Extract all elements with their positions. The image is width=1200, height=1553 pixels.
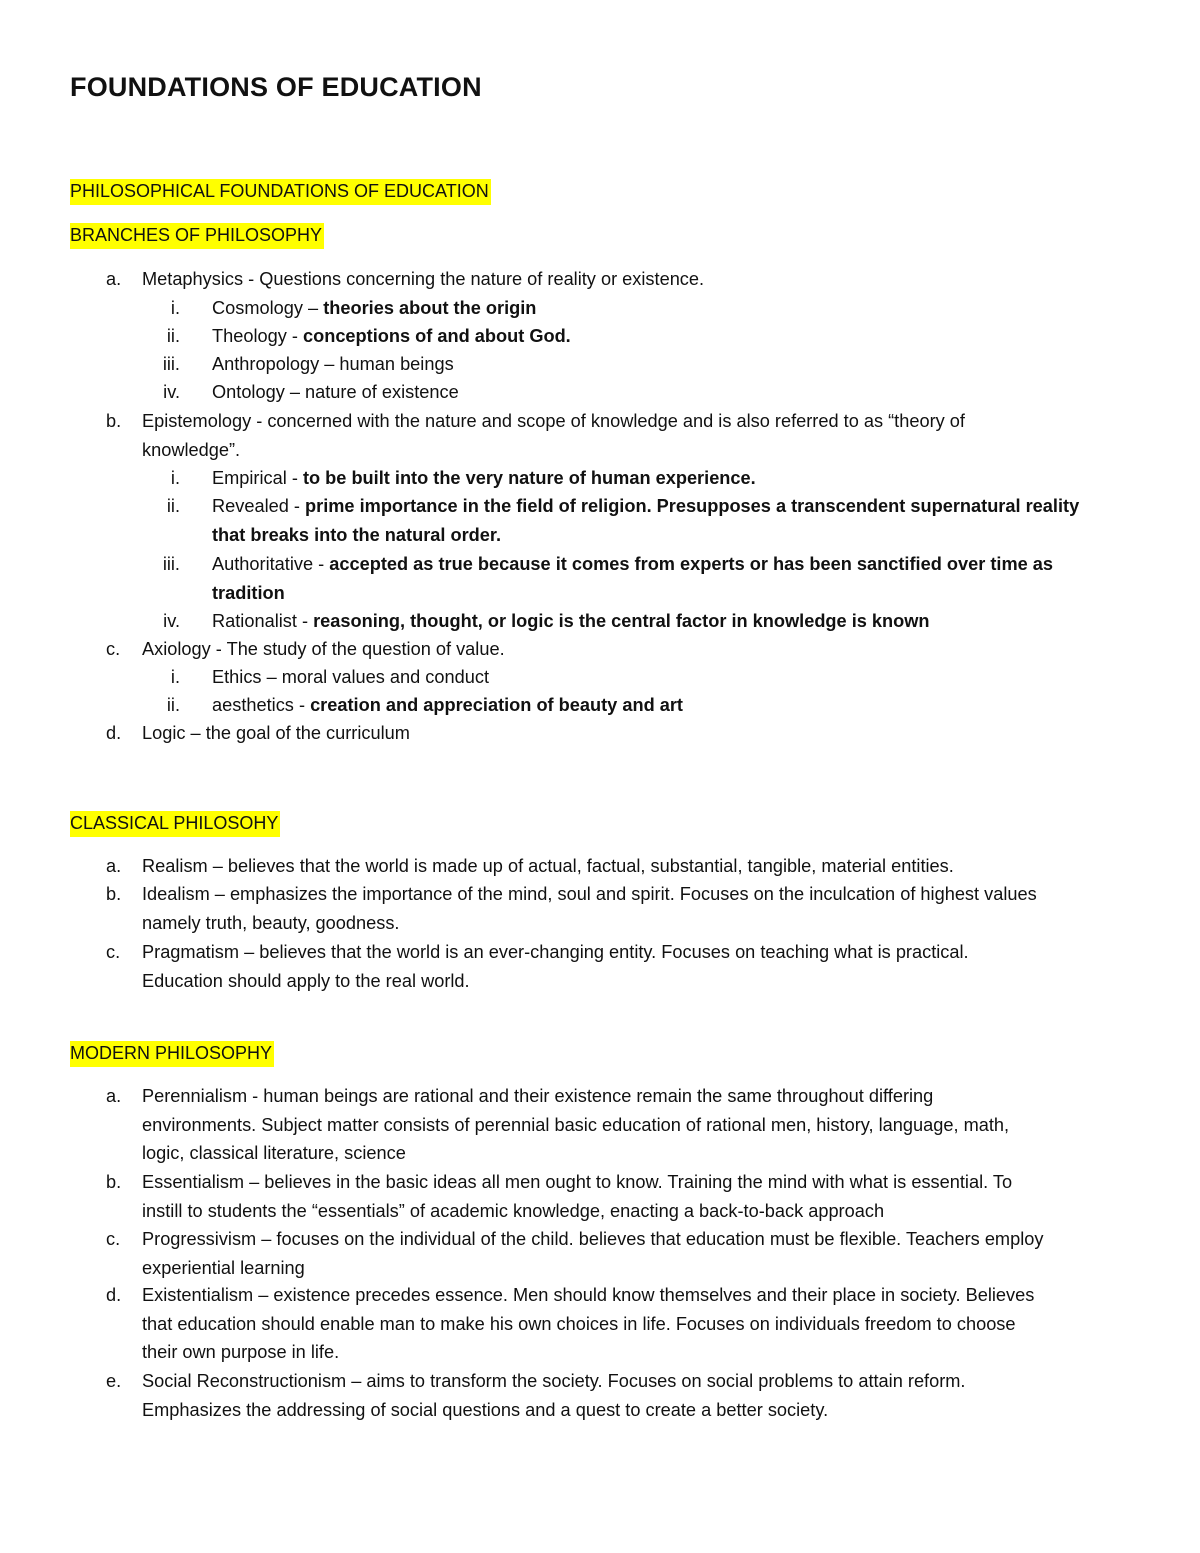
list-item-text bbox=[142, 1225, 1132, 1282]
list-marker: iv. bbox=[163, 611, 180, 631]
text-line: experiential learning bbox=[142, 1257, 305, 1278]
bold-description: prime importance in the field of religion. Presupposes a transcendent supernatural reality bbox=[305, 496, 1080, 516]
list-item-text bbox=[142, 1367, 1132, 1424]
list-marker: i. bbox=[170, 468, 180, 488]
list-marker: b. bbox=[106, 884, 122, 904]
list-marker: iii. bbox=[162, 354, 180, 374]
list-marker: b. bbox=[106, 1172, 122, 1192]
sub-list-item-text bbox=[212, 607, 1122, 636]
section-heading-branches: BRANCHES OF PHILOSOPHY bbox=[70, 223, 324, 249]
list-marker: ii. bbox=[166, 326, 180, 346]
text-line: knowledge”. bbox=[142, 439, 241, 460]
term: aesthetics - bbox=[212, 695, 311, 715]
list-item-text: Realism – believes that the world is made up of actual, factual, substantial, tangible, material entities. bbox=[142, 856, 954, 876]
text-line: Existentialism – existence precedes essence. Men should know themselves and their place in society. Believes bbox=[142, 1285, 1035, 1305]
text-line: Epistemology - concerned with the nature and scope of knowledge and is also referred to as “theory of bbox=[142, 411, 965, 431]
text-line: logic, classical literature, science bbox=[142, 1143, 406, 1164]
list-marker: d. bbox=[106, 1285, 122, 1305]
list-marker: a. bbox=[106, 1086, 122, 1106]
term: Authoritative - bbox=[212, 554, 330, 574]
bold-description-cont: that breaks into the natural order. bbox=[212, 524, 502, 545]
term: Theology - bbox=[212, 326, 303, 346]
sub-list-item-text bbox=[212, 322, 1122, 351]
bold-description-cont: tradition bbox=[212, 582, 285, 603]
list-marker: a. bbox=[106, 856, 122, 876]
bold-description: creation and appreciation of beauty and art bbox=[310, 695, 683, 715]
term: Revealed - bbox=[212, 496, 306, 516]
sub-list-item-text: Ontology – nature of existence bbox=[212, 382, 459, 402]
sub-list-item-text: Ethics – moral values and conduct bbox=[212, 667, 490, 687]
list-marker: b. bbox=[106, 411, 122, 431]
text-line: Progressivism – focuses on the individual of the child. believes that education must be flexible. Teachers employ bbox=[142, 1229, 1044, 1249]
list-marker: i. bbox=[170, 667, 180, 687]
text-line: their own purpose in life. bbox=[142, 1342, 340, 1363]
document-title: FOUNDATIONS OF EDUCATION bbox=[70, 72, 482, 102]
list-item-text bbox=[142, 938, 1132, 995]
list-item-text bbox=[142, 1082, 1132, 1168]
text-line: Idealism – emphasizes the importance of the mind, soul and spirit. Focuses on the inculcation of highest values bbox=[142, 884, 1037, 904]
section-heading-classical: CLASSICAL PHILOSOHY bbox=[70, 811, 280, 837]
section-heading-philosophical: PHILOSOPHICAL FOUNDATIONS OF EDUCATION bbox=[70, 179, 491, 205]
term: Rationalist - bbox=[212, 611, 314, 631]
term: Cosmology – bbox=[212, 298, 324, 318]
bold-description: theories about the origin bbox=[323, 298, 537, 318]
text-line: Emphasizes the addressing of social questions and a quest to create a better society. bbox=[142, 1399, 829, 1420]
text-line: instill to students the “essentials” of academic knowledge, enacting a back-to-back approach bbox=[142, 1200, 885, 1221]
list-marker: ii. bbox=[166, 695, 180, 715]
sub-list-item-text bbox=[212, 294, 1122, 323]
list-marker: iii. bbox=[162, 554, 180, 574]
list-item-text bbox=[142, 1168, 1132, 1225]
list-marker: c. bbox=[106, 639, 121, 659]
bold-description: conceptions of and about God. bbox=[302, 326, 571, 346]
text-line: Social Reconstructionism – aims to transform the society. Focuses on social problems to attain reform. bbox=[142, 1371, 966, 1391]
section-heading-modern: MODERN PHILOSOPHY bbox=[70, 1041, 274, 1067]
text-line: Pragmatism – believes that the world is an ever-changing entity. Focuses on teaching what is practical. bbox=[142, 942, 969, 962]
sub-list-item-text bbox=[212, 550, 1122, 607]
text-line: that education should enable man to make his own choices in life. Focuses on individuals freedom to choose bbox=[142, 1313, 1016, 1334]
sub-list-item-text bbox=[212, 464, 1122, 493]
list-item-text bbox=[142, 880, 1132, 937]
text-line: Education should apply to the real world. bbox=[142, 970, 470, 991]
list-marker: e. bbox=[106, 1371, 122, 1391]
list-marker: iv. bbox=[163, 382, 180, 402]
list-marker: i. bbox=[170, 298, 180, 318]
list-marker: d. bbox=[106, 723, 122, 743]
list-item-text: Metaphysics - Questions concerning the nature of reality or existence. bbox=[142, 269, 705, 289]
sub-list-item-text bbox=[212, 691, 1122, 720]
list-item-text: Axiology - The study of the question of value. bbox=[142, 639, 505, 659]
list-item-text: Logic – the goal of the curriculum bbox=[142, 723, 410, 743]
text-line: namely truth, beauty, goodness. bbox=[142, 912, 400, 933]
term: Empirical - bbox=[212, 468, 303, 488]
list-item-text bbox=[142, 407, 1132, 464]
list-marker: a. bbox=[106, 269, 122, 289]
bold-description: accepted as true because it comes from experts or has been sanctified over time as bbox=[329, 554, 1054, 574]
text-line: Perennialism - human beings are rational and their existence remain the same throughout differing bbox=[142, 1086, 934, 1106]
list-marker: c. bbox=[106, 942, 121, 962]
sub-list-item-text bbox=[212, 492, 1122, 549]
list-marker: c. bbox=[106, 1229, 121, 1249]
bold-description: to be built into the very nature of human experience. bbox=[302, 468, 756, 488]
text-line: environments. Subject matter consists of perennial basic education of rational men, history, language, math, bbox=[142, 1114, 1010, 1135]
bold-description: reasoning, thought, or logic is the central factor in knowledge is known bbox=[313, 611, 930, 631]
list-item-text bbox=[142, 1281, 1132, 1367]
text-line: Essentialism – believes in the basic ideas all men ought to know. Training the mind with what is essential. To bbox=[142, 1172, 1013, 1192]
list-marker: ii. bbox=[166, 496, 180, 516]
sub-list-item-text: Anthropology – human beings bbox=[212, 354, 454, 374]
